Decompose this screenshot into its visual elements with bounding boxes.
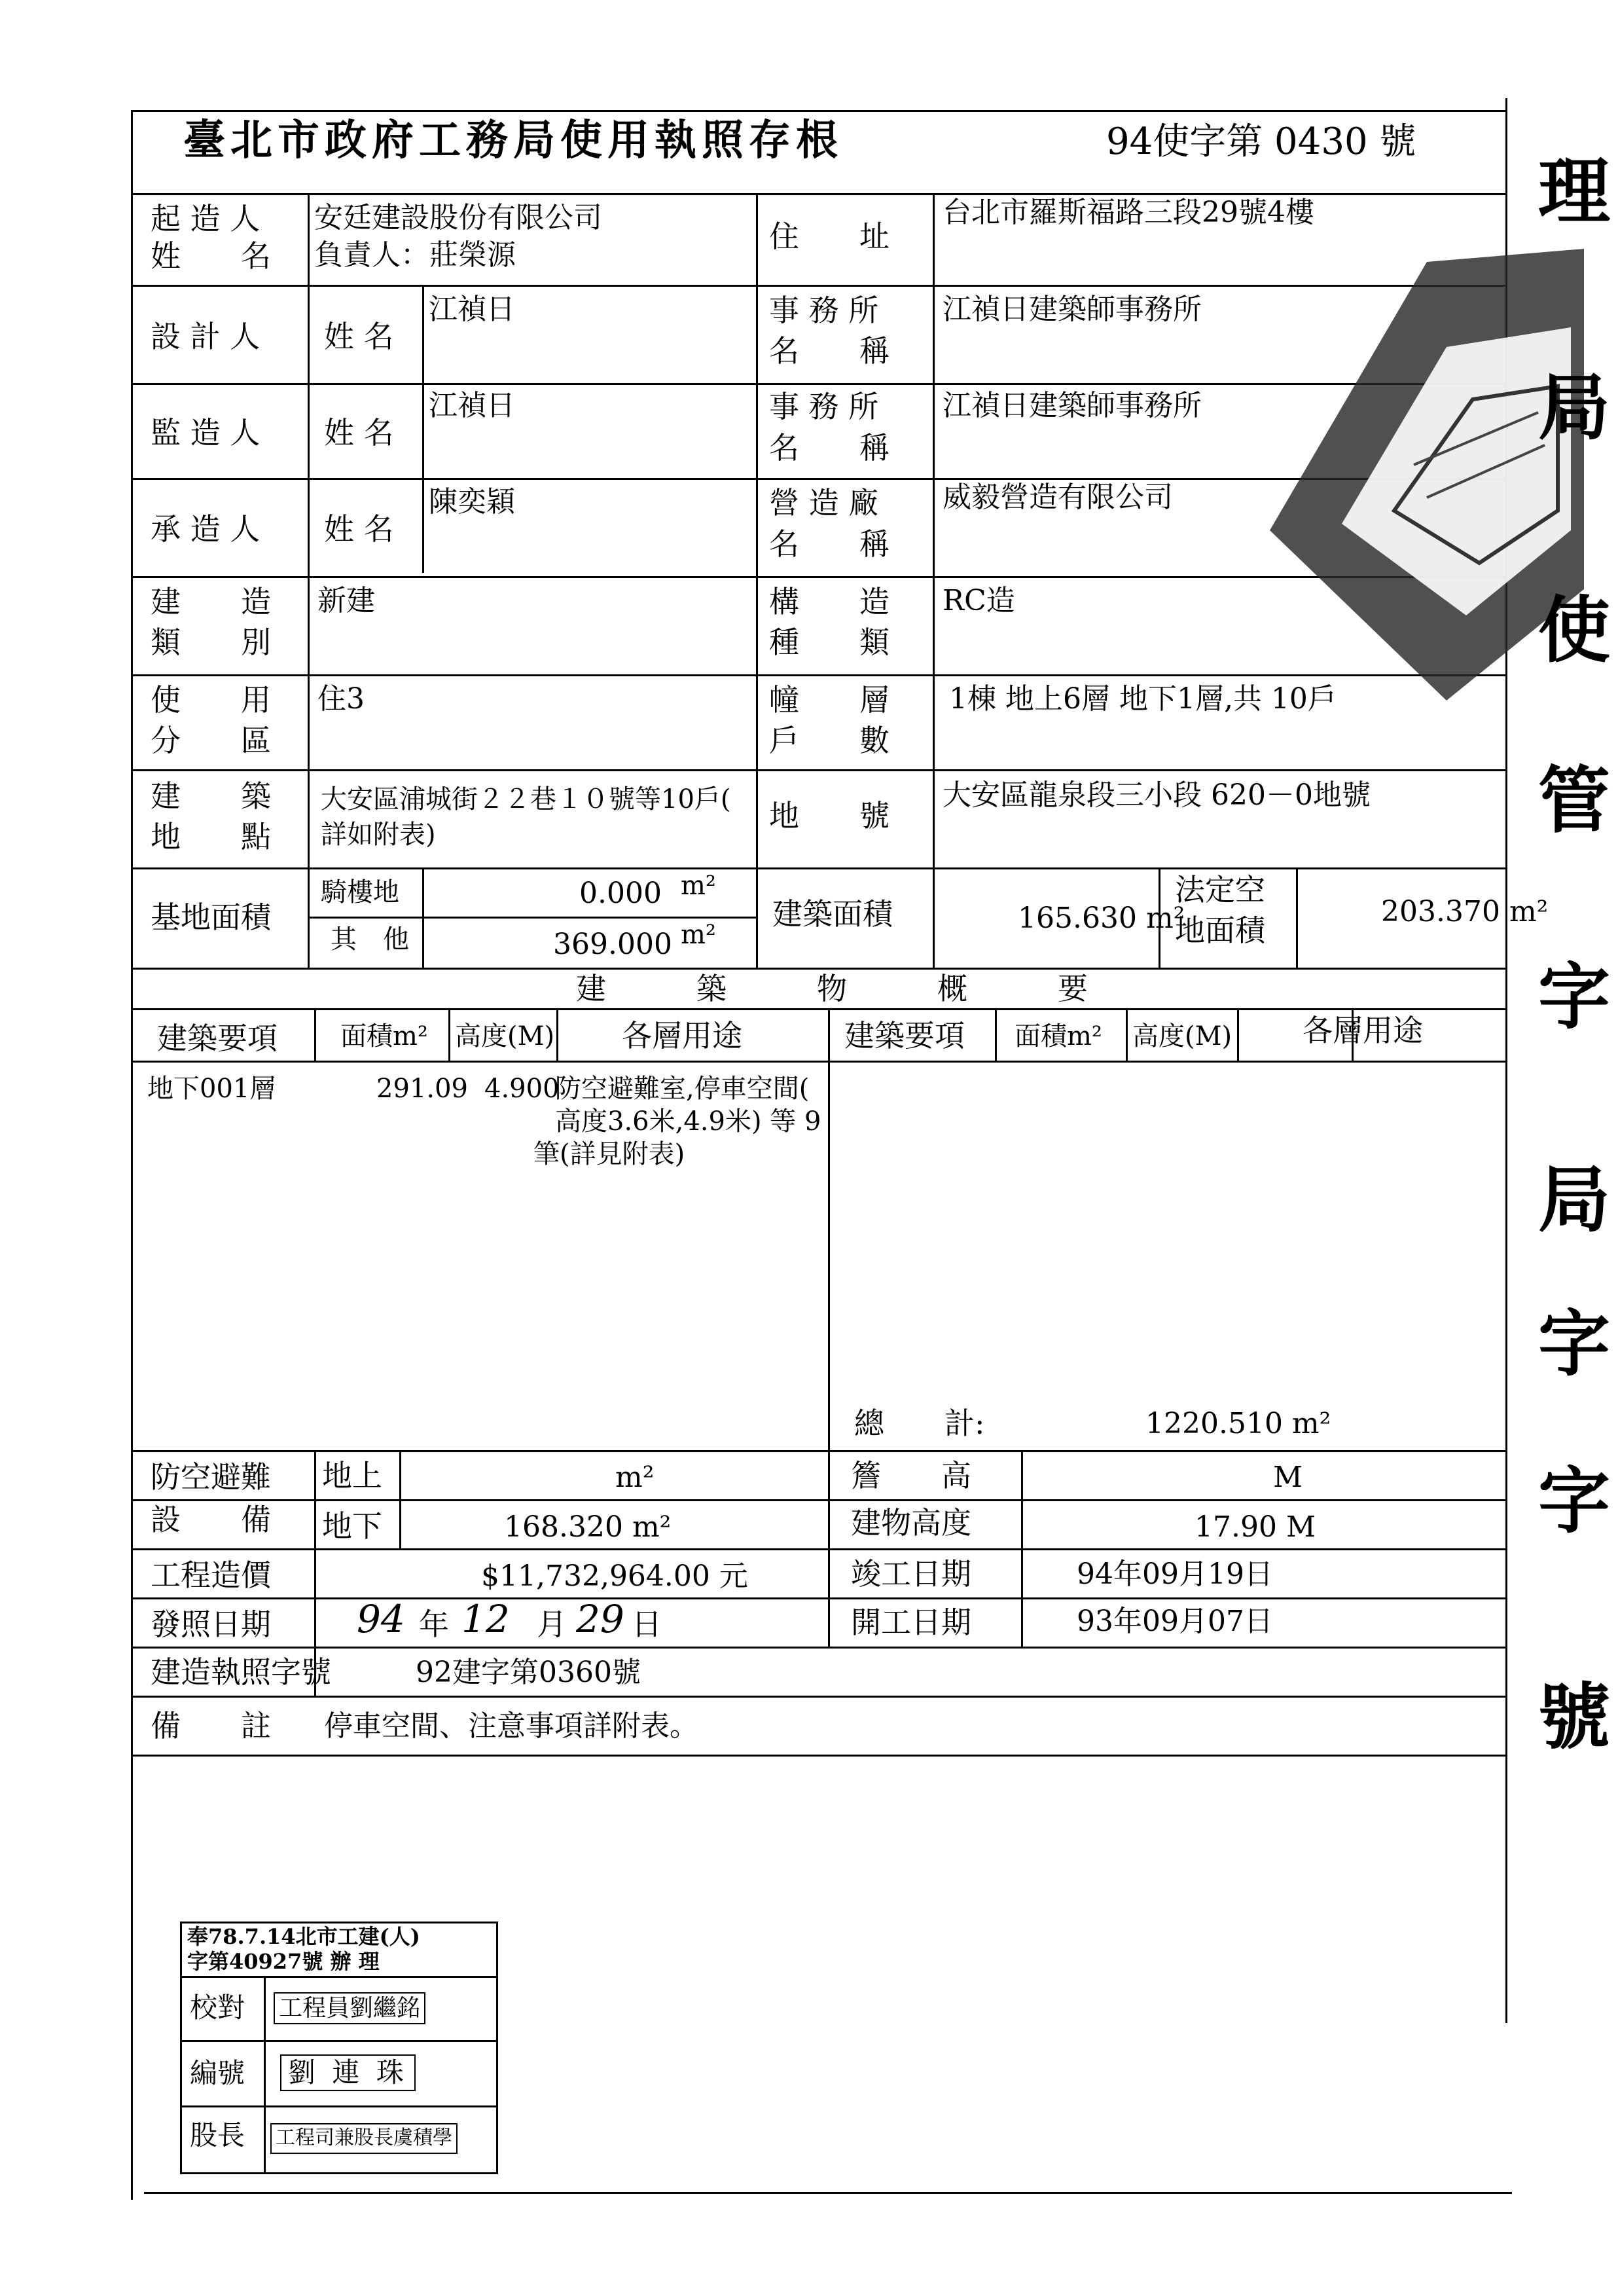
page-title: 臺北市政府工務局使用執照存根 — [183, 116, 843, 165]
side-stamp-char: 字 — [1538, 955, 1610, 1039]
eaves-value: M — [1273, 1461, 1303, 1494]
zoning-value: 住3 — [317, 682, 365, 716]
supervisor-office: 江禎日建築師事務所 — [943, 389, 1202, 422]
builder-representative: 負責人：莊榮源 — [314, 238, 516, 272]
permit-number: 94使字第 0430 號 — [1106, 120, 1416, 163]
issue-month: 12 — [461, 1597, 510, 1641]
arcade-area: 0.000 — [579, 877, 662, 910]
official-seal — [1231, 249, 1584, 786]
builder-company: 安廷建設股份有限公司 — [314, 201, 602, 234]
remarks-value: 停車空間、注意事項詳附表。 — [324, 1709, 698, 1743]
site-area-label: 基地面積 — [151, 900, 271, 935]
building-area: 165.630 m² — [1018, 902, 1185, 935]
permit-page: 臺北市政府工務局使用執照存根 94使字第 0430 號 起 造 人 姓 名 安廷建設股份有限公司 負責人：莊榮源 住 址 台北市羅斯福路三段29號4樓 設 計 人 姓 名 江禎日 事 務 所 名 稱 江禎日建築師事務所 監 造 人 姓 名 江禎日 事 務 所 名 稱 江禎日建築師事務所 承 造 人 姓 名 陳奕穎 營 造 廠 名 稱 威毅營造有限公司 建 造 類 別 新建 構 造 種 類 RC造 使 用 分 區 住3 幢 層 戶 數 1棟 地上6層 地下1層,共 10戶 建 築 地 點 大安區浦城街２２巷１０號等10戶( 詳如附表) 地 號 大安區龍泉段三小段 620－0地號 基地面積 騎樓地 0.000 m² 其 他 369.000 m² 建築面積 165.630 m² 法定空 地面積 203.370 m² 建 築 物 概 要 建築要項 面積m² 高度(M) 各層用途 建築要項 面積m² 高度(M) 各層用途 地下001層 291.09 4.900 防空避難室,停車空間( 高度3.6米,4.9米) 等 9 筆(詳見附表) 總 計: 1220.510 m² 防空避難 設 備 地上 m² 地下 168.320 m² 簷 高 M 建物高度 17.90 M 工程造價 $11,732,964.00 元 竣工日期 94年09月19日 發照日期 94 年 12 月 29 日 開工日期 93年09月07日 建造執照字號 92建字第0360號 備 註 停車空間、注意事項詳附表。 奉78.7.14北市工建(人) 字第40927號 辦 理 校對 工程員劉繼銘 編號 劉 連 珠 股長 工程司兼股長虞積學 理 局 使 管 字 局 字 字 號 — [0, 0, 1618, 2296]
row-area: 291.09 — [376, 1074, 468, 1104]
building-height: 17.90 M — [1195, 1510, 1316, 1544]
structure-type: RC造 — [943, 584, 1015, 617]
designer-label: 設 計 人 — [151, 319, 261, 354]
issue-day: 29 — [576, 1597, 624, 1641]
chief-seal: 工程司兼股長虞積學 — [270, 2123, 458, 2154]
seal-graphic — [1231, 249, 1584, 786]
total-value: 1220.510 m² — [1145, 1407, 1331, 1440]
side-stamp-char: 號 — [1538, 1675, 1610, 1759]
side-stamp-char: 字 — [1538, 1459, 1610, 1543]
side-stamp-char: 局 — [1538, 365, 1610, 450]
completion-date: 94年09月19日 — [1077, 1558, 1273, 1591]
side-stamp-char: 管 — [1538, 758, 1610, 843]
designer-name: 江禎日 — [429, 293, 515, 326]
location-line2: 詳如附表) — [321, 820, 436, 850]
builder-address: 台北市羅斯福路三段29號4樓 — [943, 196, 1314, 229]
supervisor-name: 江禎日 — [429, 389, 515, 422]
contractor-company: 威毅營造有限公司 — [943, 481, 1173, 514]
designer-office: 江禎日建築師事務所 — [943, 293, 1202, 326]
issue-year: 94 — [357, 1597, 405, 1641]
overview-heading: 建 築 物 概 要 — [576, 971, 1088, 1006]
shelter-below-value: 168.320 m² — [504, 1510, 672, 1544]
start-date: 93年09月07日 — [1077, 1605, 1273, 1638]
contractor-label: 承 造 人 — [151, 511, 261, 547]
approval-stamp: 奉78.7.14北市工建(人) 字第40927號 辦 理 校對 工程員劉繼銘 編號 劉 連 珠 股長 工程司兼股長虞積學 — [180, 1922, 498, 2174]
row-height: 4.900 — [484, 1074, 560, 1104]
total-label: 總 計: — [854, 1406, 985, 1441]
row-item: 地下001層 — [147, 1074, 276, 1104]
other-area: 369.000 — [553, 928, 672, 961]
frame-bottom — [144, 2192, 1512, 2194]
supervisor-label: 監 造 人 — [151, 415, 261, 450]
row-use-line3: 筆(詳見附表) — [533, 1139, 685, 1169]
units-value: 1棟 地上6層 地下1層,共 10戶 — [949, 682, 1337, 716]
lot-number: 大安區龍泉段三小段 620－0地號 — [943, 778, 1371, 812]
frame-left — [131, 110, 133, 2200]
contractor-name: 陳奕穎 — [429, 485, 515, 519]
number-seal: 劉 連 珠 — [280, 2054, 416, 2091]
shelter-above-value: m² — [615, 1461, 655, 1494]
side-stamp-char: 使 — [1538, 588, 1610, 672]
address-label: 住 址 — [769, 219, 890, 254]
location-line1: 大安區浦城街２２巷１０號等10戶( — [321, 784, 731, 814]
row-use-line1: 防空避難室,停車空間( — [555, 1074, 810, 1104]
frame-top — [131, 110, 1505, 112]
col-item-right: 建築要項 — [844, 1018, 965, 1053]
side-stamp-char: 局 — [1538, 1157, 1610, 1242]
side-stamp-char: 字 — [1538, 1302, 1610, 1386]
construction-type: 新建 — [317, 584, 375, 617]
side-stamp-char: 理 — [1538, 149, 1610, 234]
builder-label: 起 造 人 — [151, 201, 261, 236]
building-permit-number: 92建字第0360號 — [416, 1656, 641, 1689]
col-item-left: 建築要項 — [157, 1021, 278, 1056]
open-space-area: 203.370 m² — [1381, 895, 1549, 928]
checker-seal: 工程員劉繼銘 — [274, 1992, 425, 2024]
row-use-line2: 高度3.6米,4.9米) 等 9 — [555, 1106, 821, 1137]
construction-cost: $11,732,964.00 元 — [481, 1559, 748, 1593]
